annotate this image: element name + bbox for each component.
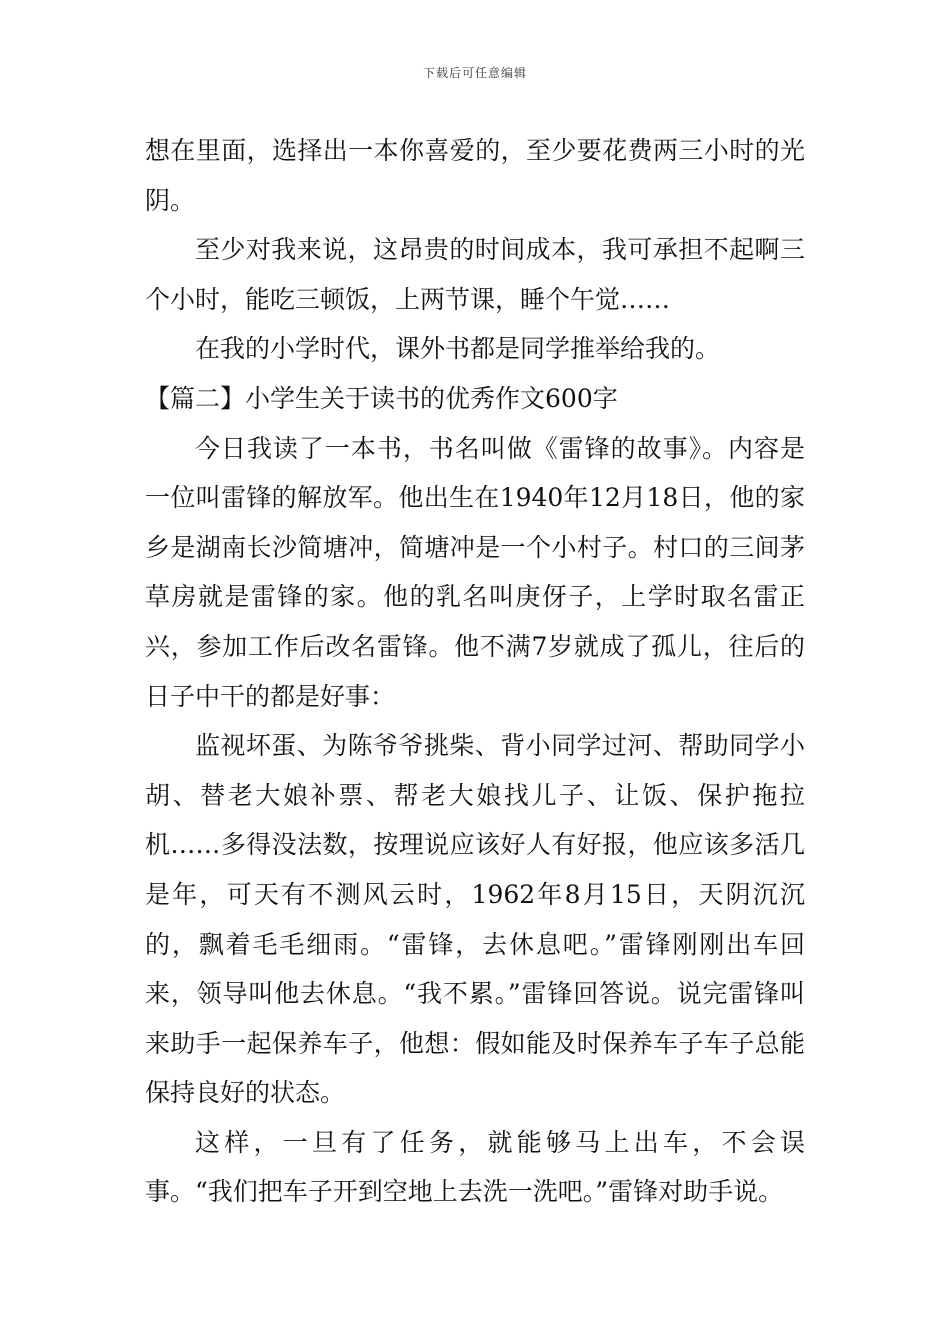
- document-body: [145, 126, 805, 1217]
- paragraph: 监视坏蛋、为陈爷爷挑柴、背小同学过河、帮助同学小胡、替老大娘补票、帮老大娘找儿子、让饭、保护拖拉机……多得没法数，按理说应该好人有好报，他应该多活几是年，可天有不测风云时，1962年8月15日，天阴沉沉的，飘着毛毛细雨。“雷锋，去休息吧。”雷锋刚刚出车回来，领导叫他去休息。“我不累。”雷锋回答说。说完雷锋叫来助手一起保养车子，他想：假如能及时保养车子车子总能保持良好的状态。: [145, 731, 805, 1108]
- page-header: 下载后可任意编辑: [422, 66, 527, 80]
- paragraph: 今日我读了一本书，书名叫做《雷锋的故事》。内容是一位叫雷锋的解放军。他出生在1940年12月18日，他的家乡是湖南长沙简塘冲，简塘冲是一个小村子。村口的三间茅草房就是雷锋的家。他的乳名叫庚伢子，上学时取名雷正兴，参加工作后改名雷锋。他不满7岁就成了孤儿，往后的日子中干的都是好事：: [145, 433, 805, 711]
- paragraph: 至少对我来说，这昂贵的时间成本，我可承担不起啊三个小时，能吃三顿饭，上两节课，睡个午觉……: [145, 235, 805, 314]
- paragraph: 这样，一旦有了任务，就能够马上出车，不会误事。“我们把车子开到空地上去洗一洗吧。”雷锋对助手说。: [145, 1127, 805, 1207]
- section-heading: 【篇二】小学生关于读书的优秀作文600字: [145, 383, 618, 413]
- paragraph: 在我的小学时代，课外书都是同学推举给我的。: [195, 334, 721, 364]
- paragraph-continuation: 想在里面，选择出一本你喜爱的，至少要花费两三小时的光阴。: [145, 136, 805, 215]
